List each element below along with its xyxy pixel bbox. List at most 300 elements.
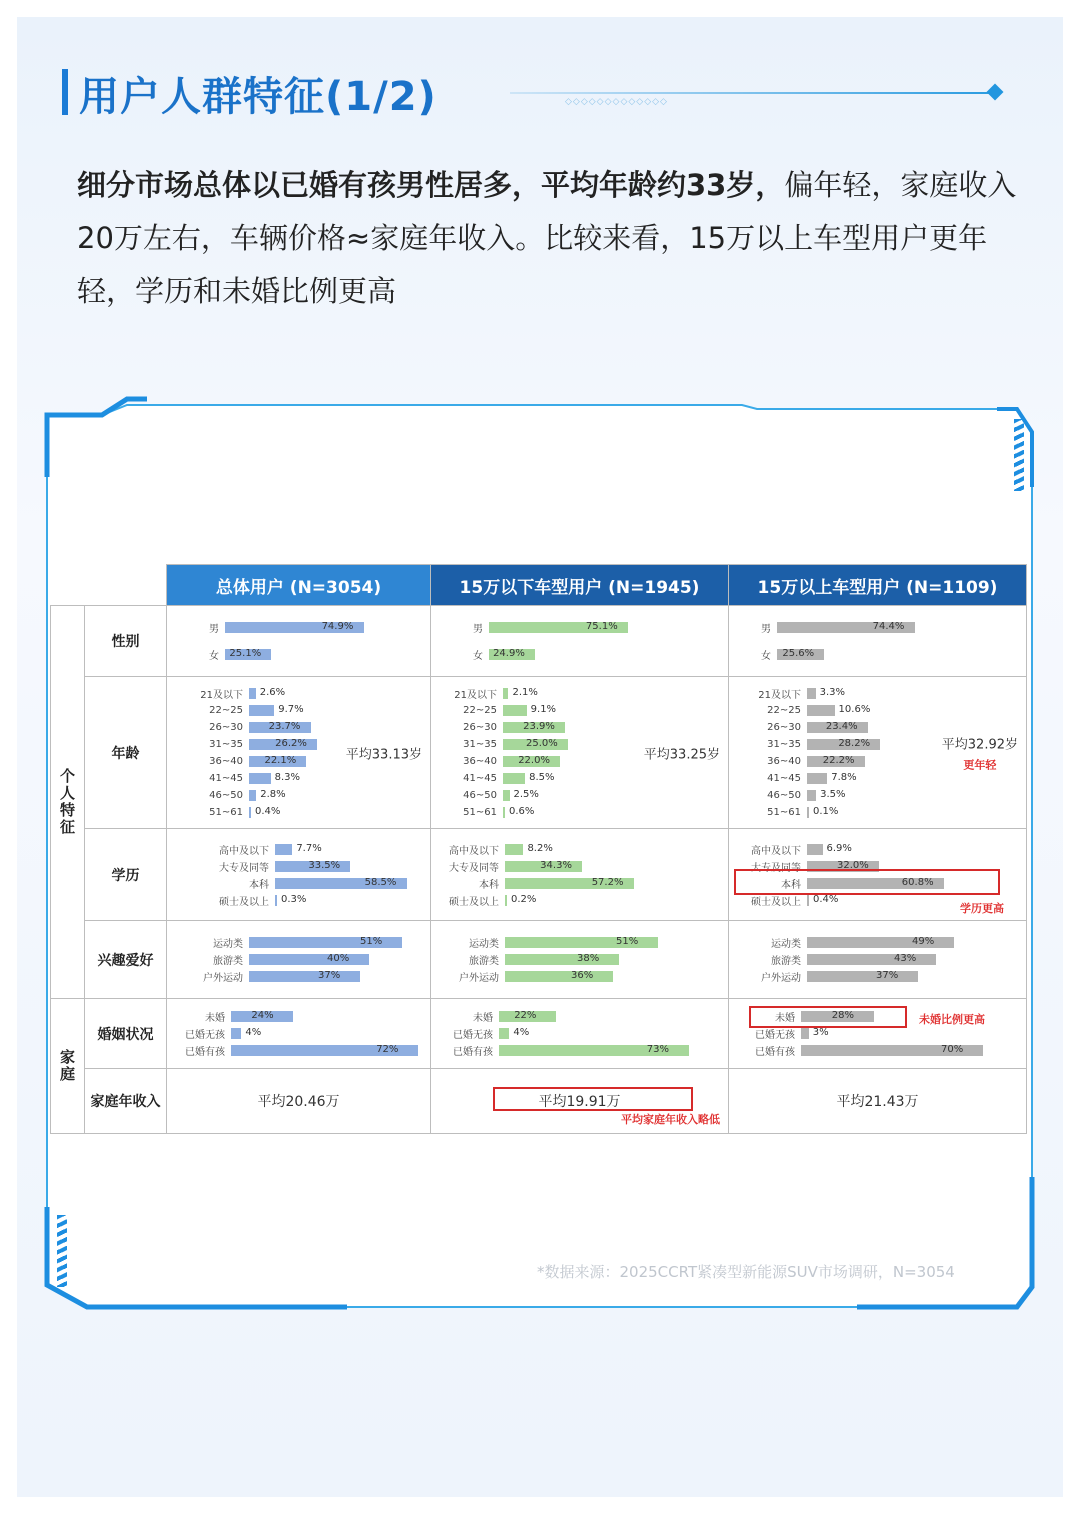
marriage-highlight-box xyxy=(749,1006,907,1028)
marriage-item-label: 已婚有孩 xyxy=(755,1047,795,1058)
hobby-bar-track xyxy=(505,954,724,965)
education-bar-track xyxy=(275,861,426,872)
gender-bar-row xyxy=(435,614,724,641)
intro-bold-text: 细分市场总体以已婚有孩男性居多，平均年龄约33岁， xyxy=(77,168,785,202)
education-bar-value: 33.5% xyxy=(308,859,341,871)
age-item-label: 41~45 xyxy=(767,772,801,784)
age-bar-value: 10.6% xyxy=(838,703,871,715)
marriage-bar-row xyxy=(435,1042,724,1059)
row-label-income: 家庭年收入 xyxy=(85,1069,167,1134)
age-item-label: 26~30 xyxy=(209,721,243,733)
gender-item-label: 女 xyxy=(761,651,771,662)
age-bar-row xyxy=(171,804,426,821)
header-corner xyxy=(85,565,167,606)
age-bar-value: 0.6% xyxy=(509,805,535,817)
hobby-bar-track xyxy=(807,954,1022,965)
age-under15 xyxy=(431,677,729,829)
age-note: 更年轻 xyxy=(963,758,997,771)
marriage-bar xyxy=(231,1028,241,1039)
marriage-bars xyxy=(167,1002,430,1065)
marriage-bar xyxy=(499,1028,509,1039)
age-bar-track xyxy=(503,807,724,818)
marriage-bar-track xyxy=(801,1045,1022,1056)
hobby-bars xyxy=(167,928,430,991)
marriage-overall xyxy=(167,999,431,1069)
age-bar-track xyxy=(807,705,1022,716)
education-bar-value: 57.2% xyxy=(591,876,624,888)
age-bar-value: 9.1% xyxy=(530,703,557,715)
hobby-bar xyxy=(807,971,918,982)
marriage-bar-value: 70% xyxy=(941,1044,964,1055)
marriage-bar-track xyxy=(499,1028,724,1039)
education-bar-row xyxy=(435,875,724,892)
marriage-item-label: 未婚 xyxy=(775,1013,795,1024)
income-under15-value: 平均19.91万 xyxy=(538,1094,621,1110)
education-bar-value: 8.2% xyxy=(527,842,553,854)
age-bar-value: 8.3% xyxy=(274,771,300,783)
education-bar xyxy=(807,844,823,855)
marriage-bar-value: 73% xyxy=(646,1044,670,1055)
gender-item-label: 女 xyxy=(473,651,483,662)
gender-bar-row xyxy=(171,641,426,668)
gender-bar-track xyxy=(489,649,724,660)
stripe-icon-bottom-left xyxy=(57,1215,67,1287)
hobby-bar-row xyxy=(733,968,1022,985)
hobby-bar-value: 38% xyxy=(577,953,600,964)
education-bar-value: 0.4% xyxy=(813,893,839,905)
education-bar-value: 0.2% xyxy=(511,893,537,905)
hobby-bar-value: 36% xyxy=(571,970,594,981)
age-average-value: 平均33.25岁 xyxy=(643,747,720,762)
age-bar-value: 3.5% xyxy=(820,788,846,800)
education-bar xyxy=(505,844,523,855)
age-bar-value: 8.5% xyxy=(529,771,555,783)
education-bar-track xyxy=(275,844,426,855)
hobby-bar-track xyxy=(505,937,724,948)
age-bar xyxy=(807,705,835,716)
age-bar-track xyxy=(249,790,426,801)
marriage-note: 未婚比例更高 xyxy=(919,1013,985,1026)
gender-item-label: 男 xyxy=(209,624,219,635)
gender-bar-track xyxy=(225,649,426,660)
marriage-item-label: 未婚 xyxy=(205,1013,225,1024)
age-bar-track xyxy=(249,705,426,716)
education-item-label: 本科 xyxy=(781,879,801,891)
gender-bar-value: 75.1% xyxy=(585,621,618,632)
education-item-label: 高中及以下 xyxy=(751,845,801,857)
education-item-label: 高中及以下 xyxy=(219,845,269,857)
marriage-item-label: 已婚无孩 xyxy=(185,1030,225,1041)
gender-bar-track xyxy=(225,622,426,633)
gender-bar-track xyxy=(489,622,724,633)
education-bar xyxy=(275,895,277,906)
row-label-education: 学历 xyxy=(85,829,167,921)
age-item-label: 41~45 xyxy=(463,772,497,784)
income-over15-value: 平均21.43万 xyxy=(836,1094,919,1110)
age-item-label: 21及以下 xyxy=(454,689,497,701)
gender-under15 xyxy=(431,606,729,677)
age-item-label: 22~25 xyxy=(767,704,801,716)
hobby-item-label: 运动类 xyxy=(469,939,499,950)
hobby-item-label: 旅游类 xyxy=(213,956,243,967)
education-bar-value: 0.3% xyxy=(281,893,307,905)
hobby-bar-row xyxy=(435,934,724,951)
age-bar-track xyxy=(807,807,1022,818)
age-bar-row xyxy=(435,787,724,804)
education-bar-row xyxy=(171,892,426,909)
marriage-item-label: 未婚 xyxy=(473,1013,493,1024)
hobby-item-label: 运动类 xyxy=(213,939,243,950)
education-highlight-box xyxy=(734,869,1000,895)
age-bar-row xyxy=(171,770,426,787)
age-bar-row xyxy=(171,685,426,702)
marriage-bar-value: 22% xyxy=(514,1010,537,1021)
age-bar-track xyxy=(807,688,1022,699)
marriage-bar-track xyxy=(499,1045,724,1056)
marriage-bar-track xyxy=(231,1045,426,1056)
marriage-bar-row xyxy=(435,1008,724,1025)
gender-item-label: 男 xyxy=(473,624,483,635)
age-item-label: 51~61 xyxy=(463,806,497,818)
age-bar-value: 2.6% xyxy=(259,686,286,698)
hobby-bar-track xyxy=(807,971,1022,982)
hobby-bar-value: 49% xyxy=(912,936,935,947)
hobby-bar-value: 37% xyxy=(876,970,899,981)
age-bar-track xyxy=(249,773,426,784)
age-bar-row xyxy=(733,787,1022,804)
education-bar-track xyxy=(275,895,426,906)
education-bar xyxy=(275,844,292,855)
gender-bar-value: 25.6% xyxy=(782,648,815,659)
marriage-bar-row xyxy=(733,1042,1022,1059)
age-bar-value: 23.7% xyxy=(268,720,301,732)
education-over15 xyxy=(729,829,1027,921)
education-bar-track xyxy=(505,844,724,855)
marriage-over15 xyxy=(729,999,1027,1069)
age-bar-value: 23.9% xyxy=(523,720,555,732)
gender-bar-track xyxy=(777,649,1022,660)
gender-over15 xyxy=(729,606,1027,677)
hobby-bar-track xyxy=(505,971,724,982)
education-bar-track xyxy=(505,895,724,906)
age-bar-track xyxy=(503,773,724,784)
age-item-label: 41~45 xyxy=(209,772,243,784)
age-bar xyxy=(249,705,274,716)
marriage-bar-value: 72% xyxy=(376,1044,399,1055)
page-title: 用户人群特征(1/2) xyxy=(79,74,437,120)
hobby-item-label: 旅游类 xyxy=(771,956,801,967)
marriage-bars xyxy=(431,1002,728,1065)
age-bar-value: 9.7% xyxy=(278,703,304,715)
education-item-label: 本科 xyxy=(479,879,499,891)
age-bar xyxy=(807,773,827,784)
hobby-overall xyxy=(167,921,431,999)
marriage-bar-value: 4% xyxy=(245,1027,262,1038)
hobby-item-label: 户外运动 xyxy=(761,973,801,984)
gender-bars xyxy=(167,606,430,676)
row-label-age: 年龄 xyxy=(85,677,167,829)
gender-bar-row xyxy=(171,614,426,641)
page xyxy=(17,17,1063,1497)
hobby-bars xyxy=(729,928,1026,991)
age-average-value: 平均32.92岁 xyxy=(941,737,1018,752)
gender-overall xyxy=(167,606,431,677)
group-label-family xyxy=(51,999,85,1134)
education-bar-value: 6.9% xyxy=(826,842,852,854)
age-bar-track xyxy=(807,722,1022,733)
hobby-bar-row xyxy=(171,968,426,985)
hobby-under15 xyxy=(431,921,729,999)
age-bar xyxy=(503,705,527,716)
gender-item-label: 女 xyxy=(209,651,219,662)
age-bar-track xyxy=(249,722,426,733)
income-under15 xyxy=(431,1069,729,1134)
age-item-label: 31~35 xyxy=(209,738,243,750)
group-label-personal xyxy=(51,606,85,999)
age-bar-row xyxy=(733,685,1022,702)
age-bar xyxy=(503,790,510,801)
marriage-bar xyxy=(801,1028,809,1039)
age-bar-track xyxy=(503,722,724,733)
marriage-bar-value: 4% xyxy=(513,1027,530,1038)
education-bar-value: 7.7% xyxy=(296,842,322,854)
age-bar xyxy=(249,807,251,818)
education-bar-track xyxy=(807,844,1022,855)
education-item-label: 硕士及以上 xyxy=(449,896,499,908)
gender-bar-row xyxy=(435,641,724,668)
intro-normal-text: 偏年轻，家庭收入20万左右，车辆价格≈家庭年收入。比较来看，15万以上车型用户更年轻，学历和未婚比例更高 xyxy=(77,168,1017,308)
education-bars xyxy=(167,835,430,915)
education-bar-row xyxy=(435,841,724,858)
age-bar xyxy=(807,688,816,699)
hobby-over15 xyxy=(729,921,1027,999)
gender-bar-track xyxy=(777,622,1022,633)
marriage-bar-row xyxy=(171,1008,426,1025)
marriage-bar-track xyxy=(231,1011,426,1022)
age-average xyxy=(644,743,720,762)
marriage-bar-track xyxy=(499,1011,724,1022)
marriage-bar-row xyxy=(171,1025,426,1042)
age-bar-row xyxy=(435,719,724,736)
age-bar xyxy=(807,790,816,801)
education-bar-row xyxy=(171,875,426,892)
age-average xyxy=(942,733,1018,772)
gender-bar-value: 74.9% xyxy=(321,621,354,632)
age-average xyxy=(346,743,422,762)
age-item-label: 26~30 xyxy=(463,721,497,733)
education-bar-value: 32.0% xyxy=(837,859,869,871)
age-bar-value: 2.5% xyxy=(513,788,539,800)
age-item-label: 31~35 xyxy=(767,738,801,750)
age-over15 xyxy=(729,677,1027,829)
education-bar-track xyxy=(275,878,426,889)
age-bar-value: 22.1% xyxy=(264,754,297,766)
marriage-bar-track xyxy=(801,1028,1022,1039)
education-item-label: 大专及同等 xyxy=(219,862,269,874)
education-bar-track xyxy=(505,861,724,872)
age-average-value: 平均33.13岁 xyxy=(345,747,422,762)
income-overall-value: 平均20.46万 xyxy=(257,1094,340,1110)
marriage-bar-row xyxy=(171,1042,426,1059)
age-item-label: 46~50 xyxy=(463,789,497,801)
age-bar-value: 0.4% xyxy=(255,805,281,817)
hobby-item-label: 旅游类 xyxy=(469,956,499,967)
hobby-bar xyxy=(249,971,360,982)
marriage-item-label: 已婚无孩 xyxy=(453,1030,493,1041)
hobby-bar-row xyxy=(171,934,426,951)
hobby-bar-row xyxy=(171,951,426,968)
education-overall xyxy=(167,829,431,921)
education-bar-value: 58.5% xyxy=(364,876,397,888)
age-bar-value: 25.0% xyxy=(526,737,558,749)
hobby-bar xyxy=(249,954,369,965)
age-bar xyxy=(807,807,809,818)
age-bar-track xyxy=(807,773,1022,784)
title-dots-decoration: ◇◇◇◇◇◇◇◇◇◇◇◇◇ xyxy=(565,97,668,107)
marriage-bar-value: 24% xyxy=(251,1010,274,1021)
hobby-bar xyxy=(505,971,613,982)
data-source-note: *数据来源：2025CCRT紧凑型新能源SUV市场调研，N=3054 xyxy=(537,1263,955,1281)
age-item-label: 46~50 xyxy=(767,789,801,801)
gender-bars xyxy=(729,606,1026,676)
age-bar-value: 2.8% xyxy=(260,788,286,800)
age-item-label: 51~61 xyxy=(767,806,801,818)
income-note: 平均家庭年收入略低 xyxy=(621,1113,720,1126)
income-over15 xyxy=(729,1069,1027,1134)
marriage-bar-value: 28% xyxy=(831,1010,855,1021)
age-item-label: 21及以下 xyxy=(200,689,243,701)
gender-item-label: 男 xyxy=(761,624,771,635)
education-bar xyxy=(505,895,507,906)
age-bar-row xyxy=(435,702,724,719)
age-item-label: 36~40 xyxy=(463,755,497,767)
education-bar-track xyxy=(505,878,724,889)
age-bar-value: 2.1% xyxy=(512,686,538,698)
marriage-bar-track xyxy=(231,1028,426,1039)
hobby-bar-value: 37% xyxy=(318,970,341,981)
age-bar-value: 23.4% xyxy=(825,720,858,732)
marriage-item-label: 已婚有孩 xyxy=(185,1047,225,1058)
gender-bars xyxy=(431,606,728,676)
marriage-under15 xyxy=(431,999,729,1069)
age-bar-row xyxy=(435,770,724,787)
row-label-gender: 性别 xyxy=(85,606,167,677)
column-header-overall: 总体用户 (N=3054) xyxy=(167,565,431,606)
hobby-item-label: 户外运动 xyxy=(203,973,243,984)
education-bar-row xyxy=(733,841,1022,858)
column-header-over15: 15万以上车型用户 (N=1109) xyxy=(729,565,1027,606)
income-overall xyxy=(167,1069,431,1134)
age-overall xyxy=(167,677,431,829)
row-label-hobby: 兴趣爱好 xyxy=(85,921,167,999)
user-profile-table xyxy=(50,564,1027,1134)
hobby-bar-value: 43% xyxy=(894,953,917,964)
age-bar-row xyxy=(733,702,1022,719)
age-item-label: 36~40 xyxy=(767,755,801,767)
age-bar-row xyxy=(171,719,426,736)
age-bar xyxy=(503,688,508,699)
education-bar-row xyxy=(171,858,426,875)
age-item-label: 22~25 xyxy=(209,704,243,716)
hobby-item-label: 运动类 xyxy=(771,939,801,950)
age-bar-value: 3.3% xyxy=(819,686,845,698)
age-item-label: 31~35 xyxy=(463,738,497,750)
age-bar-row xyxy=(435,804,724,821)
age-bar-row xyxy=(171,702,426,719)
age-bar xyxy=(503,807,505,818)
hobby-bar-track xyxy=(249,954,426,965)
education-item-label: 大专及同等 xyxy=(751,862,801,874)
education-bar-value: 34.3% xyxy=(540,859,572,871)
group-label-family-text: 家庭 xyxy=(59,1048,75,1083)
hobby-bar-value: 40% xyxy=(327,953,350,964)
age-bar-track xyxy=(503,705,724,716)
age-bar-track xyxy=(503,688,724,699)
education-item-label: 硕士及以上 xyxy=(751,896,801,908)
education-item-label: 大专及同等 xyxy=(449,862,499,874)
hobby-item-label: 户外运动 xyxy=(459,973,499,984)
hobby-bar-value: 51% xyxy=(360,936,383,947)
education-bars xyxy=(431,835,728,915)
education-bar xyxy=(807,895,809,906)
gender-bar-value: 74.4% xyxy=(872,621,905,632)
age-bar xyxy=(503,773,525,784)
age-bar-row xyxy=(171,787,426,804)
marriage-item-label: 已婚有孩 xyxy=(453,1047,493,1058)
hobby-bar-row xyxy=(733,951,1022,968)
education-item-label: 硕士及以上 xyxy=(219,896,269,908)
age-bar-track xyxy=(249,807,426,818)
age-bar-track xyxy=(807,790,1022,801)
education-bar-value: 60.8% xyxy=(901,876,934,888)
gender-bar-value: 25.1% xyxy=(229,648,262,659)
gender-bar-value: 24.9% xyxy=(493,648,525,659)
age-bar xyxy=(249,688,256,699)
age-bar-track xyxy=(249,688,426,699)
gender-bar-row xyxy=(733,641,1022,668)
hobby-bar-row xyxy=(733,934,1022,951)
age-bar-value: 7.8% xyxy=(831,771,857,783)
hobby-bar xyxy=(505,954,619,965)
hobby-bar-track xyxy=(807,937,1022,948)
marriage-item-label: 已婚无孩 xyxy=(755,1030,795,1041)
gender-bar-row xyxy=(733,614,1022,641)
education-item-label: 高中及以下 xyxy=(449,845,499,857)
marriage-bar-value: 3% xyxy=(812,1027,829,1038)
hobby-bar-row xyxy=(435,951,724,968)
hobby-bar-value: 51% xyxy=(616,936,639,947)
age-bar-value: 0.1% xyxy=(813,805,839,817)
age-item-label: 21及以下 xyxy=(758,689,801,701)
age-bar-value: 26.2% xyxy=(275,737,307,749)
age-bar-value: 22.2% xyxy=(822,754,855,766)
age-bar-row xyxy=(733,770,1022,787)
hobby-bars xyxy=(431,928,728,991)
stripe-icon-top-right xyxy=(1014,419,1024,491)
age-item-label: 46~50 xyxy=(209,789,243,801)
age-bar-row xyxy=(435,685,724,702)
age-bar xyxy=(249,790,256,801)
age-item-label: 51~61 xyxy=(209,806,243,818)
age-bar xyxy=(249,773,271,784)
age-bar-value: 22.0% xyxy=(518,754,550,766)
education-bar-row xyxy=(171,841,426,858)
age-bar-row xyxy=(733,804,1022,821)
education-bar-row xyxy=(435,892,724,909)
age-item-label: 26~30 xyxy=(767,721,801,733)
age-bar-value: 28.2% xyxy=(838,737,871,749)
education-bar-row xyxy=(435,858,724,875)
